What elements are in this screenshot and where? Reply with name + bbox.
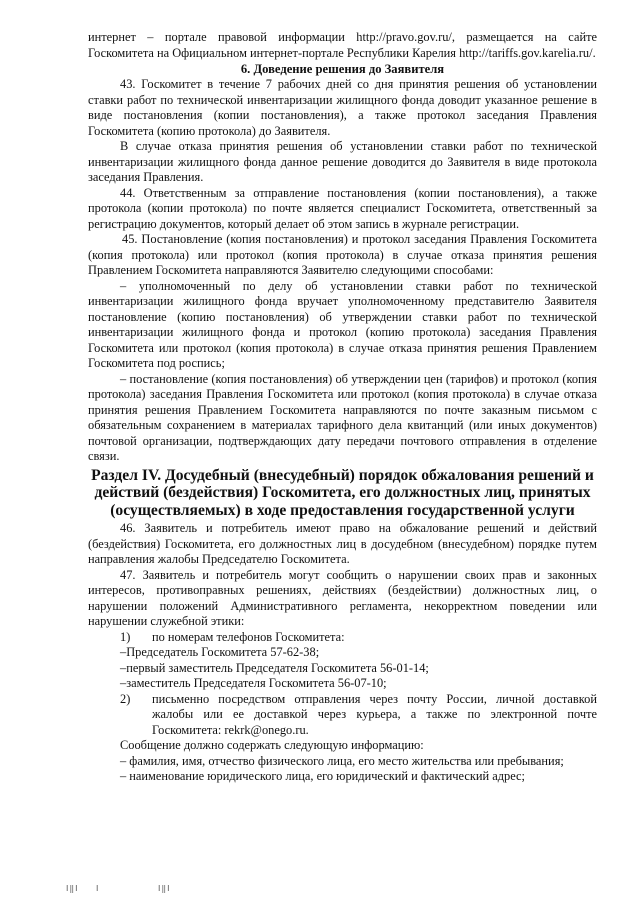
list-item-legal-entity: – наименование юридического лица, его юридический и фактический адрес; <box>120 769 525 783</box>
section-heading: Раздел IV. Досудебный (внесудебный) порядок обжалования решений и действий (бездействия) Госкомитета, его должностных лиц, принятых (осуществляемых) в ходе предоставления государственной услуги <box>91 466 594 519</box>
paragraph-44: 44. Ответственным за отправление постановления (копии постановления), а также протокола (копии протокола) по почте является специалист Госкомитета, ответственный за регистрацию документов, который делает об этом запись в журнале регистрации. <box>88 185 597 231</box>
list-item-handover: – уполномоченный по делу об установлении ставки работ по технической инвентаризации жилищного фонда вручает уполномоченному представителю Заявителя постановление (копию постановления) об утверждении ставки работ по технической инвентаризации жилищного фонда и протокол (копию протокола) заседания Правления Госкомитета или протокол (копия протокола) в случае отказа принятия решения Правлением Госкомитета под роспись; <box>88 278 597 370</box>
numbered-item-2 <box>88 692 597 739</box>
phone-line-deputy: –заместитель Председателя Госкомитета 56-07-10; <box>120 676 387 690</box>
paragraph-message-contents: Сообщение должно содержать следующую информацию: <box>120 738 424 752</box>
paragraph-43: 43. Госкомитет в течение 7 рабочих дней со дня принятия решения об установлении ставки работ по технической инвентаризации жилищного фонда доводит указанное решение в виде постановления (копии постановления), а также протокол заседания Правления Госкомитета (копию протокола) до Заявителя. <box>88 77 597 138</box>
list-item-mail: – постановление (копия постановления) об утверждении цен (тарифов) и протокол (копия протокола) заседания Правления Госкомитета или протокол (копия протокола) в случае отказа принятия решения Правлением Госкомитета направляются по почте заказным письмом с обязательным сохранением в материалах тарифного дела квитанций (или иных документов) почтовой организации, подтверждающих дату передачи почтового отправления в отделение связи. <box>88 371 597 463</box>
scan-mark-right: Ⅰ‖Ⅰ <box>158 885 171 894</box>
paragraph-45: 45. Постановление (копия постановления) и протокол заседания Правления Госкомитета (копия протокола) или протокол (копия протокола) в случае отказа принятия решения Правлением Госкомитета направляются Заявителю следующими способами: <box>88 232 597 277</box>
list-item-person: – фамилия, имя, отчество физического лица, его место жительства или пребывания; <box>120 753 564 768</box>
subsection-heading: 6. Доведение решения до Заявителя <box>240 62 445 76</box>
paragraph-refusal: В случае отказа принятия решения об установлении ставки работ по технической инвентаризации жилищного фонда данное решение доводится до Заявителя в виде протокола заседания Правления. <box>88 139 597 184</box>
phone-line-first-deputy: –первый заместитель Председателя Госкомитета 56-01-14; <box>120 660 429 675</box>
item-number: 2) <box>120 691 131 706</box>
phone-line-chairman: –Председатель Госкомитета 57-62-38; <box>120 645 320 659</box>
scan-mark-left: Ⅰ‖Ⅰ Ⅰ <box>66 885 100 894</box>
paragraph-46: 46. Заявитель и потребитель имеют право на обжалование решений и действий (бездействия) Госкомитета, его должностных лиц в досудебном (внесудебном) порядке путем направления жалобы Председателю Госкомитета. <box>88 521 597 566</box>
numbered-item-1 <box>88 630 597 646</box>
item-text: по номерам телефонов Госкомитета: <box>152 629 345 644</box>
paragraph-intro: интернет – портале правовой информации http://pravo.gov.ru/, размещается на сайте Госкомитета на Официальном интернет-портале Республики Карелия http://tariffs.gov.karelia.ru/. <box>88 30 597 60</box>
paragraph-47: 47. Заявитель и потребитель могут сообщить о нарушении своих прав и законных интересов, противоправных решениях, действиях (бездействии) должностных лиц, о нарушении положений Административного регламента, некорректном поведении или нарушении служебной этики: <box>88 567 597 628</box>
item-number: 1) <box>120 629 131 644</box>
item-text: письменно посредством отправления через почту России, личной доставкой жалобы или ее доставкой через курьера, а также по электронной почте Госкомитета: rekrk@onego.ru. <box>152 691 597 737</box>
